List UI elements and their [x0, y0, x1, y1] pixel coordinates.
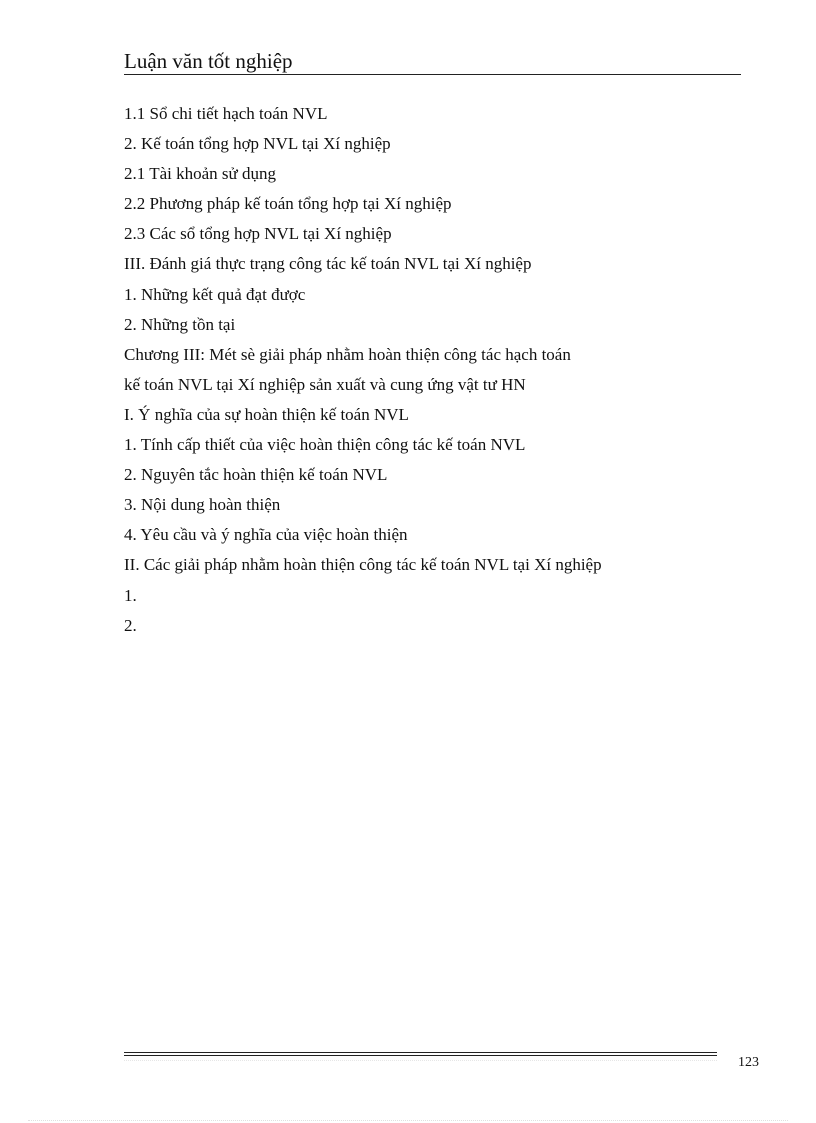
running-header-title: Luận văn tốt nghiệp: [124, 49, 293, 73]
table-of-contents: [124, 102, 602, 644]
toc-line: 1.1 Sổ chi tiết hạch toán NVL: [124, 104, 328, 123]
toc-line: 2.: [124, 615, 137, 635]
toc-line: 3. Nội dung hoàn thiện: [124, 495, 281, 515]
footer-rule: [124, 1052, 717, 1056]
footer-dotted-line: [124, 1060, 717, 1061]
toc-line: 4. Yêu cầu và ý nghĩa của việc hoàn thiện: [124, 525, 408, 545]
toc-line: II. Các giải pháp nhằm hoàn thiện công tác kế toán NVL tại Xí nghiệp: [124, 555, 602, 575]
toc-line: kế toán NVL tại Xí nghiệp sản xuất và cung ứng vật tư HN: [124, 374, 526, 394]
toc-line: 1. Những kết quả đạt được: [124, 284, 306, 304]
toc-line: 1. Tính cấp thiết của việc hoàn thiện công tác kế toán NVL: [124, 435, 526, 455]
toc-line: 1.: [124, 585, 137, 605]
page-number: 123: [738, 1055, 759, 1070]
toc-line: 2. Kế toán tổng hợp NVL tại Xí nghiệp: [124, 134, 391, 154]
toc-line: 2.3 Các sổ tổng hợp NVL tại Xí nghiệp: [124, 224, 392, 244]
toc-line: 2.1 Tài khoản sử dụng: [124, 164, 276, 184]
page-bottom-dotted-line: [28, 1120, 788, 1121]
toc-line: 2.2 Phương pháp kế toán tổng hợp tại Xí nghiệp: [124, 194, 452, 214]
header-rule: [124, 74, 741, 75]
toc-line: I. Ý nghĩa của sự hoàn thiện kế toán NVL: [124, 404, 409, 424]
toc-line: Chương III: Mét sè giải pháp nhằm hoàn thiện công tác hạch toán: [124, 344, 571, 364]
toc-line: III. Đánh giá thực trạng công tác kế toán NVL tại Xí nghiệp: [124, 254, 532, 274]
toc-line: 2. Nguyên tắc hoàn thiện kế toán NVL: [124, 465, 388, 485]
toc-line: 2. Những tồn tại: [124, 314, 236, 334]
